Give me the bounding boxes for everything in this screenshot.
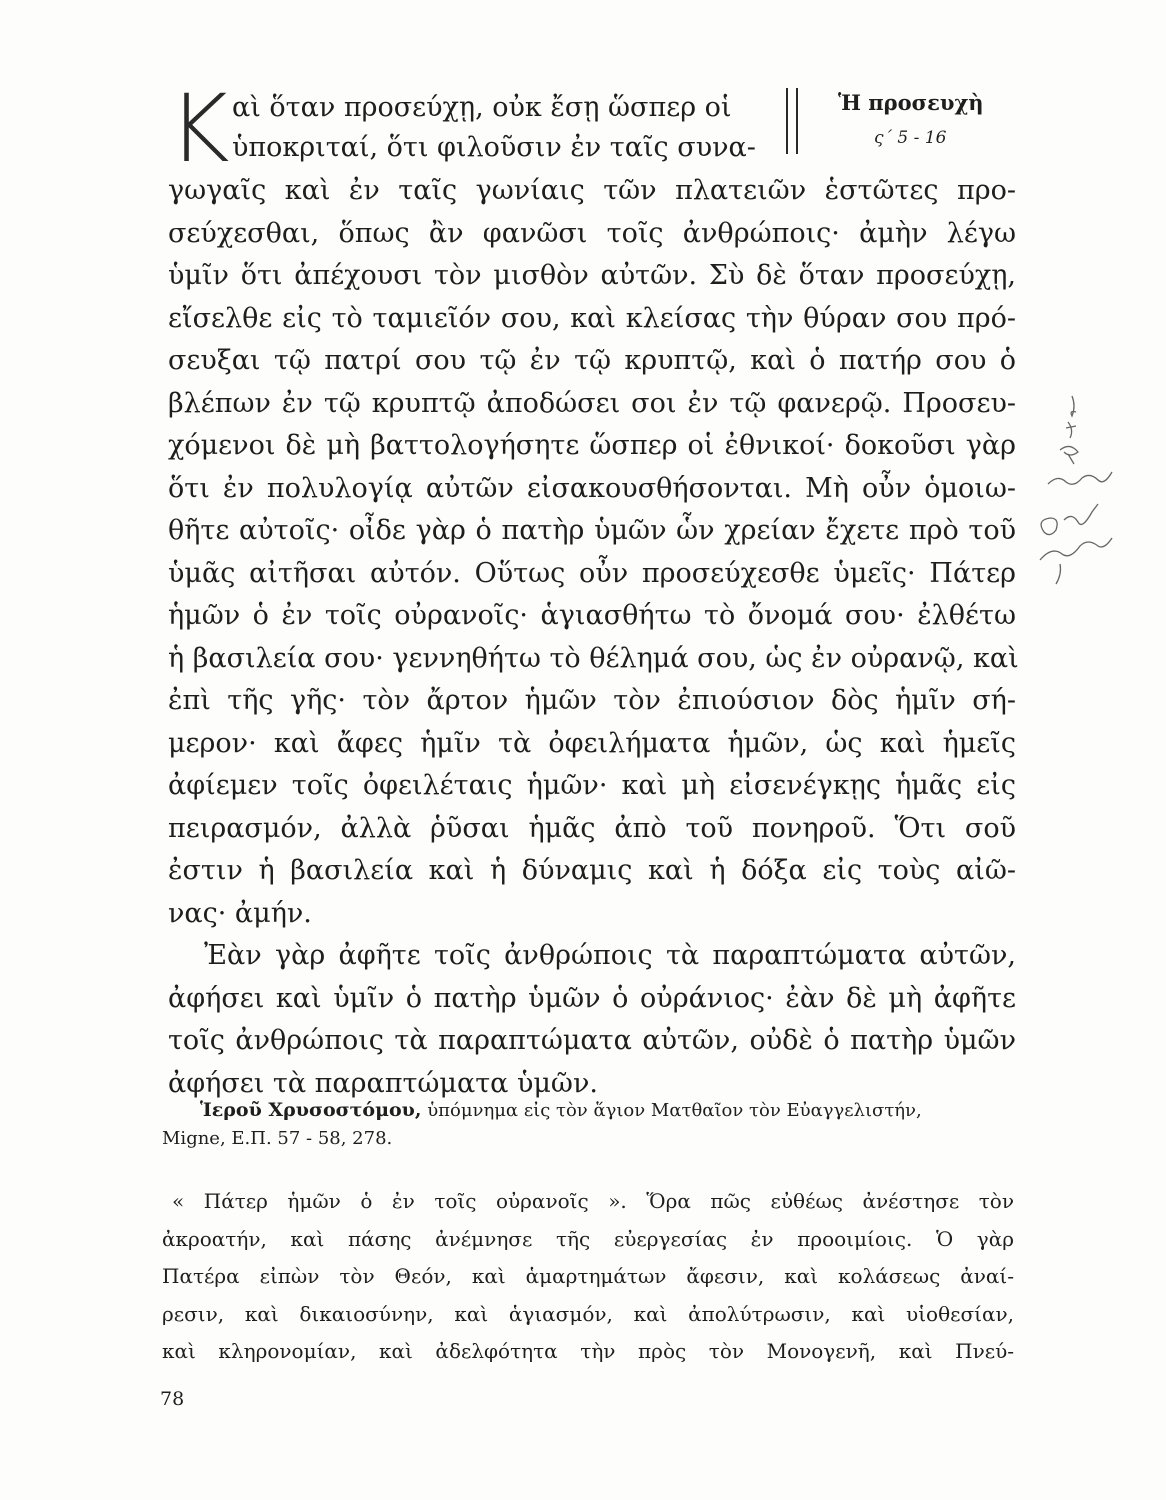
citation [162, 1096, 1014, 1153]
text-line: γωγαῖς καὶ ἐν ταῖς γωνίαις τῶν πλατειῶν ἑστῶτες προ- [168, 175, 1016, 206]
text-line: εἴσελθε εἰς τὸ ταμιεῖόν σου, καὶ κλείσας τὴν θύραν σου πρό- [168, 302, 1016, 334]
commentary-line: ἀκροατήν, καὶ πάσης ἀνέμνησε τῆς εὐεργεσίας ἐν προοιμίοις. Ὁ γὰρ [162, 1226, 1014, 1251]
text-line: ἐπὶ τῆς γῆς· τὸν ἄρτον ἡμῶν τὸν ἐπιούσιον δὸς ἡμῖν σή- [168, 685, 1016, 716]
opening-lines [232, 88, 932, 168]
text-line: πειρασμόν, ἀλλὰ ῥῦσαι ἡμᾶς ἀπὸ τοῦ πονηροῦ. Ὅτι σοῦ [168, 812, 1016, 844]
citation-author: Ἱεροῦ Χρυσοστόμου, [200, 1099, 422, 1121]
pencil-mark [1048, 472, 1112, 484]
text-line: ὑμῖν ὅτι ἀπέχουσι τὸν μισθὸν αὐτῶν. Σὺ δὲ ὅταν προσεύχῃ, [168, 260, 1016, 291]
text-line: ἀφήσει καὶ ὑμῖν ὁ πατὴρ ὑμῶν ὁ οὐράνιος· ἐὰν δὲ μὴ ἀφῆτε [168, 982, 1016, 1014]
text-line: σεύχεσθαι, ὅπως ἂν φανῶσι τοῖς ἀνθρώποις· ἀμὴν λέγω [168, 217, 1016, 249]
text-line: βλέπων ἐν τῷ κρυπτῷ ἀποδώσει σοι ἐν τῷ φανερῷ. Προσευ- [168, 387, 1016, 419]
text-line: τοῖς ἀνθρώποις τὰ παραπτώματα αὐτῶν, οὐδὲ ὁ πατὴρ ὑμῶν [168, 1025, 1016, 1056]
text-line: Ἐὰν γὰρ ἀφῆτε τοῖς ἀνθρώποις τὰ παραπτώματα αὐτῶν, [204, 940, 1016, 971]
text-line: χόμενοι δὲ μὴ βαττολογήσητε ὥσπερ οἱ ἐθνικοί· δοκοῦσι γὰρ [168, 430, 1016, 461]
text-line: νας· ἀμήν. [168, 897, 312, 929]
opening-line-1: αὶ ὅταν προσεύχῃ, οὐκ ἔσῃ ὥσπερ οἱ [232, 92, 732, 123]
side-title: Ἡ προσευχὴ [838, 90, 984, 115]
commentary-line: Πατέρα εἰπὼν τὸν Θεόν, καὶ ἁμαρτημάτων ἄφεσιν, καὶ κολάσεως ἀναί- [162, 1264, 1014, 1288]
text-line: ἡμῶν ὁ ἐν τοῖς οὐρανοῖς· ἁγιασθήτω τὸ ὄνομά σου· ἐλθέτω [168, 600, 1016, 631]
side-divider [786, 88, 798, 154]
pencil-mark [1060, 446, 1078, 464]
text-line: μερον· καὶ ἄφες ἡμῖν τὰ ὀφειλήματα ἡμῶν, ὡς καὶ ἡμεῖς [168, 727, 1016, 759]
pencil-mark [1071, 396, 1076, 416]
drop-cap: Κ [168, 75, 230, 184]
commentary-line: ρεσιν, καὶ δικαιοσύνην, καὶ ἁγιασμόν, καὶ ἀπολύτρωσιν, καὶ υἱοθεσίαν, [162, 1301, 1014, 1326]
text-line: ὑμᾶς αἰτῆσαι αὐτόν. Οὕτως οὖν προσεύχεσθε ὑμεῖς· Πάτερ [168, 557, 1016, 589]
text-line: ἀφήσει τὰ παραπτώματα ὑμῶν. [168, 1067, 598, 1099]
citation-line-1 [162, 1096, 1014, 1125]
text-line: ἡ βασιλεία σου· γεννηθήτω τὸ θέλημά σου, ὡς ἐν οὐρανῷ, καὶ [168, 642, 1019, 674]
text-line: ὅτι ἐν πολυλογίᾳ αὐτῶν εἰσακουσθήσονται. Μὴ οὖν ὁμοιω- [168, 472, 1016, 504]
page-number: 78 [160, 1388, 185, 1410]
citation-work: ὑπόμνημα εἰς τὸν ἅγιον Ματθαῖον τὸν Εὐαγγελιστήν, [427, 1100, 922, 1121]
pencil-mark [1066, 422, 1076, 438]
opening-line-2: ὑποκριταί, ὅτι φιλοῦσιν ἐν ταῖς συνα- [232, 132, 756, 163]
citation-source: Migne, Ε.Π. 57 - 58, 278. [162, 1128, 393, 1149]
commentary [162, 1183, 1014, 1371]
text-line: ἐστιν ἡ βασιλεία καὶ ἡ δύναμις καὶ ἡ δόξα εἰς τοὺς αἰῶ- [168, 855, 1016, 886]
text-line: σευξαι τῷ πατρί σου τῷ ἐν τῷ κρυπτῷ, καὶ ὁ πατήρ σου ὁ [168, 345, 1016, 376]
main-text [168, 170, 1019, 1105]
commentary-line: καὶ κληρονομίαν, καὶ ἀδελφότητα τὴν πρὸς τὸν Μονογενῆ, καὶ Πνεύ- [162, 1339, 1014, 1363]
text-line: θῆτε αὐτοῖς· οἶδε γὰρ ὁ πατὴρ ὑμῶν ὧν χρείαν ἔχετε πρὸ τοῦ [168, 515, 1016, 546]
pencil-mark [1041, 504, 1098, 535]
side-reference: ς´ 5 - 16 [874, 128, 947, 148]
opening-block [168, 75, 1008, 184]
text-line: ἀφίεμεν τοῖς ὀφειλέταις ἡμῶν· καὶ μὴ εἰσενέγκῃς ἡμᾶς εἰς [168, 770, 1016, 801]
handwritten-margin-notes [1020, 392, 1140, 592]
commentary-line: « Πάτερ ἡμῶν ὁ ἐν τοῖς οὐρανοῖς ». Ὅρα πῶς εὐθέως ἀνέστησε τὸν [172, 1189, 1014, 1213]
pencil-mark [1040, 538, 1112, 584]
